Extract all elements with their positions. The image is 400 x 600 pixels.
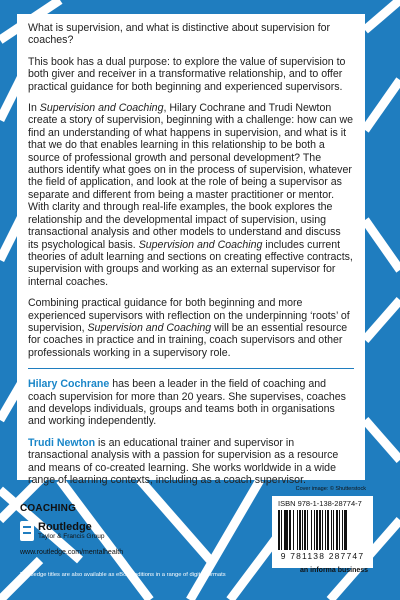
back-cover-panel (17, 14, 365, 486)
book-title-italic: Supervision and Coaching (138, 238, 263, 251)
publisher-name: Routledge (38, 521, 92, 533)
isbn-text: ISBN 978-1-138-28774-7 (278, 499, 362, 508)
blurb-purpose: This book has a dual purpose: to explore the value of supervision to both giver and receiver in a transformative relationship, and to offer practical guidance for both beginning and experienced supervisors. (28, 55, 346, 93)
publisher-logo (20, 519, 104, 543)
barcode-icon (278, 510, 367, 550)
author-bio (28, 437, 354, 487)
barcode-box (272, 496, 373, 568)
author-bio (28, 378, 354, 428)
blurb-story (28, 102, 354, 288)
blurb-combining (28, 297, 354, 359)
author-name: Hilary Cochrane (28, 378, 110, 391)
author-bio-text: is an educational trainer and supervisor in transactional analysis with a passion for supervision as a resource and means of co-created learning. She works worldwide in a wide range of learning contexts, including as a coach supervisor. (28, 436, 339, 486)
blurb-question: What is supervision, and what is distinctive about supervision for coaches? (28, 22, 331, 47)
section-divider (28, 368, 354, 369)
blurb-story-prefix: In (28, 102, 40, 115)
author-bio-text: has been a leader in the field of coaching and coach supervision for more than 20 years. She supervises, coaches and develops individuals, groups and teams both in organisations and working independently. (28, 378, 346, 428)
book-title-italic: Supervision and Coaching (39, 102, 164, 115)
blurb-story-middle: , Hilary Cochrane and Trudi Newton create a story of supervision, beginning with a challenge: how can we find an understanding of what happens in supervision, and what is it that we do that enables learning in this relationship to be both a source of professional growth and personal development? The authors identify what goes on in the process of supervision, whatever the field of application, and look at the role of being a supervisor as separate and different from being a master practitioner or mentor. With clarity and through real-life examples, the book explores the relationship and the developmental impact of supervision, using transactional analysis and other models to understand and discuss its psychological basis. (28, 102, 354, 251)
informa-tagline: an informa business (300, 567, 369, 574)
book-title-italic: Supervision and Coaching (87, 321, 212, 334)
blurb-story-suffix: includes current theories of adult learning and sections on creating effective contracts, supervision with groups and working as an external supervisor for internal coaches. (28, 238, 353, 288)
blurb-combining-suffix: will be an essential resource for coaches in practice and in training, coach supervisors and other professionals working in a supervisory role. (28, 321, 348, 359)
category-label: COACHING (20, 503, 77, 514)
author-name: Trudi Newton (28, 436, 96, 449)
publisher-website: www.routledge.com/mentalhealth (20, 549, 124, 556)
cover-image-credit: Cover image: © Shutterstock (295, 486, 366, 492)
blurb-combining-prefix: Combining practical guidance for both beginning and more experienced supervisors with reflection on the underpinning ‘roots’ of supervision, (28, 297, 350, 334)
ebook-note: Routledge titles are also available as eBook editions in a range of digital formats (20, 572, 226, 578)
barcode-number: 9 781138 287747 (280, 551, 365, 561)
routledge-logo-icon (20, 521, 34, 541)
barcode-bar (347, 510, 348, 550)
publisher-group: Taylor & Francis Group (38, 533, 105, 540)
